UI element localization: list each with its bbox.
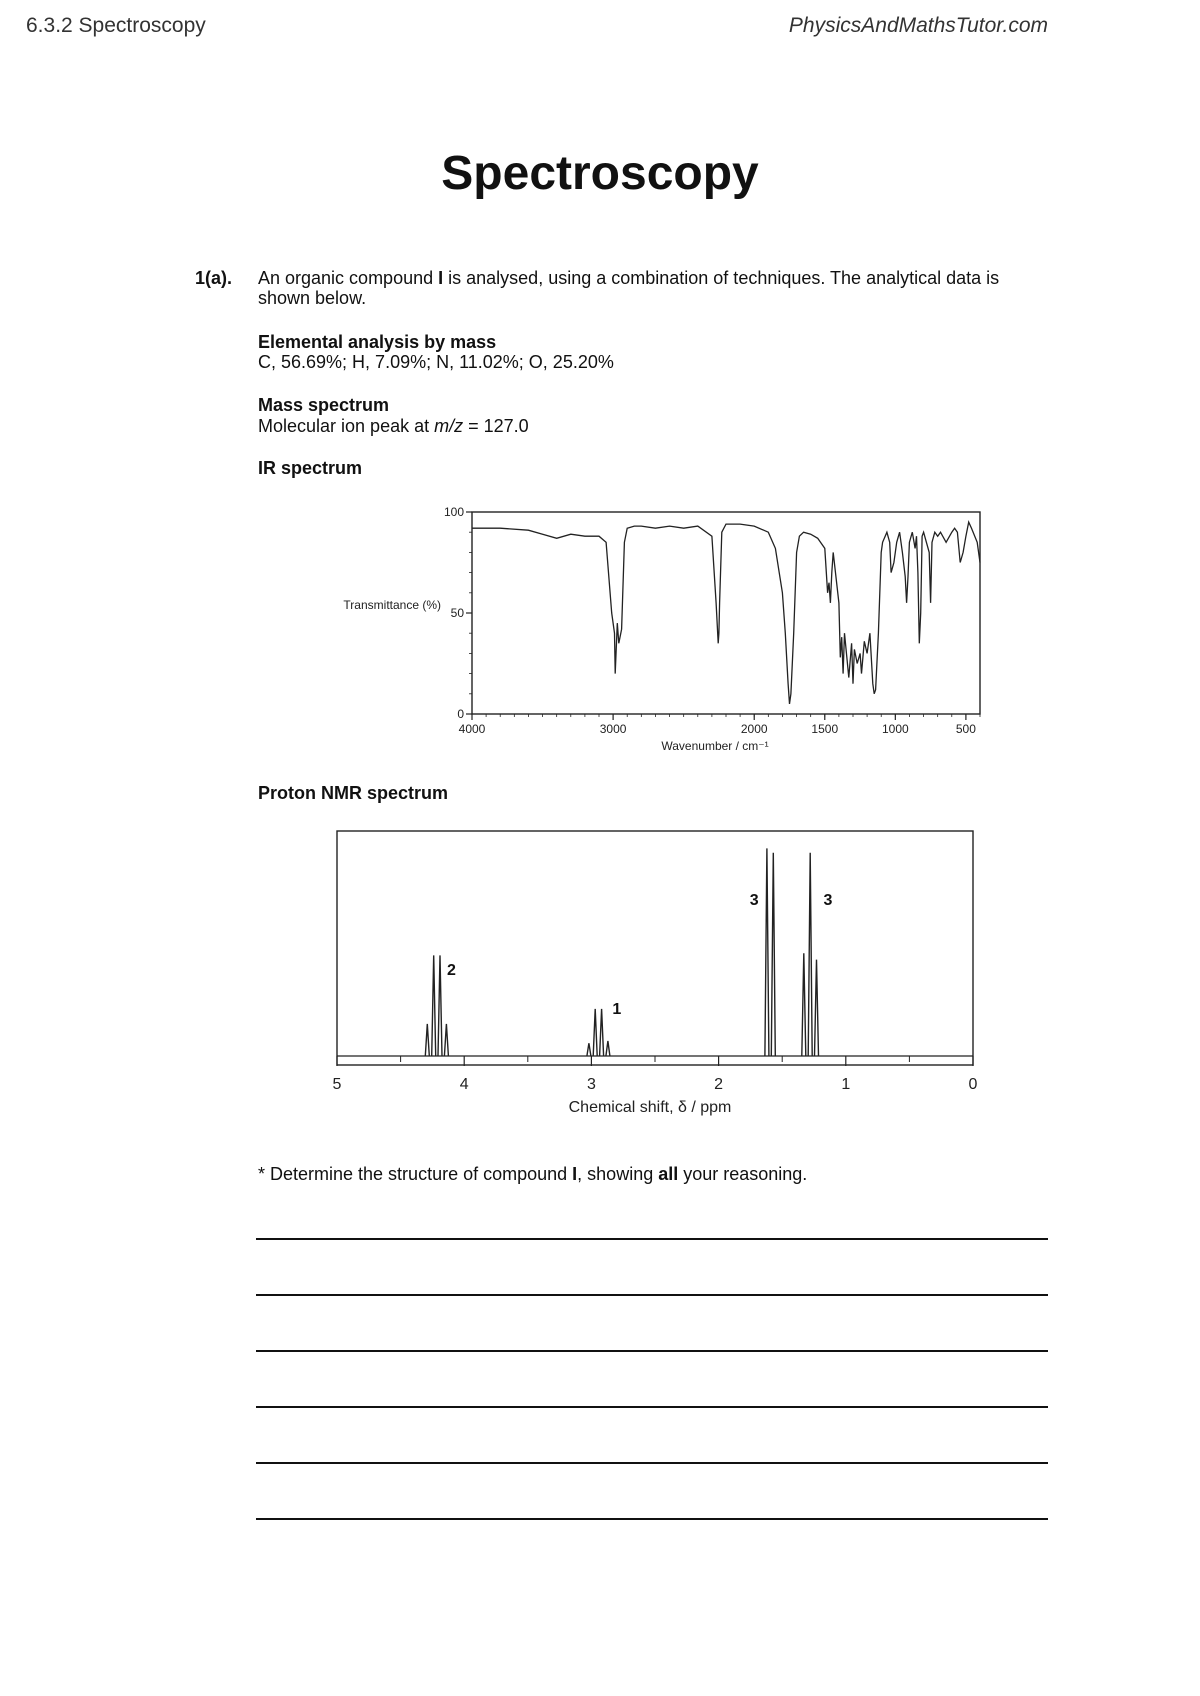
ir-y-tick-label: 100 [443, 505, 464, 519]
answer-line[interactable] [256, 1518, 1048, 1520]
nmr-peak [444, 1024, 448, 1056]
question-intro [258, 268, 1028, 308]
ir-ylabel: Transmittance (%) [343, 598, 441, 612]
answer-line[interactable] [256, 1238, 1048, 1240]
answer-line[interactable] [256, 1350, 1048, 1352]
nmr-x-tick-label: 4 [459, 1076, 469, 1093]
nmr-peak [771, 853, 775, 1056]
nmr-x-tick-label: 3 [586, 1076, 596, 1093]
answer-line[interactable] [256, 1294, 1048, 1296]
nmr-x-tick-label: 2 [714, 1076, 724, 1093]
mass-text [258, 416, 1028, 436]
nmr-integration-label: 3 [823, 892, 833, 909]
nmr-integration-label: 2 [447, 962, 456, 979]
nmr-x-tick-label: 5 [332, 1076, 342, 1093]
mass-text-pre: Molecular ion peak at [258, 416, 435, 436]
elemental-heading: Elemental analysis by mass [258, 332, 497, 352]
prompt-compound: I [572, 1164, 578, 1184]
nmr-integration-label: 3 [749, 892, 759, 909]
page-title: Spectroscopy [441, 147, 759, 200]
intro-text-post: is analysed, using a combination of techniques. The analytical data is shown below. [258, 268, 1000, 308]
nmr-peak [425, 1024, 429, 1056]
ir-x-tick-label: 500 [955, 722, 976, 736]
question-prompt [258, 1164, 1028, 1184]
nmr-integration-label: 1 [612, 1001, 622, 1018]
nmr-peak [606, 1041, 610, 1056]
intro-text-pre: An organic compound [258, 268, 439, 288]
elemental-values: C, 56.69%; H, 7.09%; N, 11.02%; O, 25.20% [258, 352, 614, 372]
ir-x-tick-label: 2000 [740, 722, 768, 736]
nmr-peak [593, 1009, 597, 1056]
ir-x-tick-label: 3000 [599, 722, 627, 736]
ir-spectrum-line [472, 522, 980, 704]
ir-x-tick-label: 1000 [881, 722, 909, 736]
ir-xlabel: Wavenumber / cm⁻¹ [661, 739, 769, 753]
nmr-peak [587, 1043, 591, 1056]
ir-y-tick-label: 0 [457, 707, 464, 721]
ir-heading: IR spectrum [258, 458, 363, 478]
ir-x-tick-label: 1500 [811, 722, 839, 736]
ir-x-tick-label: 4000 [458, 722, 486, 736]
nmr-peak [815, 960, 819, 1056]
nmr-x-tick-label: 0 [968, 1076, 978, 1093]
answer-line[interactable] [256, 1406, 1048, 1408]
mass-text-post: = 127.0 [463, 416, 529, 436]
prompt-text-mid: , showing [577, 1164, 659, 1184]
nmr-xlabel: Chemical shift, δ / ppm [568, 1099, 732, 1116]
header-site: PhysicsAndMathsTutor.com [788, 14, 1048, 37]
prompt-text-pre: * Determine the structure of compound [258, 1164, 573, 1184]
intro-compound: I [438, 268, 444, 288]
nmr-peak [600, 1009, 604, 1056]
ir-y-tick-label: 50 [450, 606, 464, 620]
ir-plot-frame [472, 512, 980, 714]
prompt-all: all [658, 1164, 679, 1184]
nmr-peak [438, 955, 442, 1056]
nmr-x-tick-label: 1 [841, 1076, 851, 1093]
nmr-peak [808, 853, 812, 1056]
nmr-peak [432, 955, 436, 1056]
mass-mz: m/z [434, 416, 464, 436]
prompt-text-end: your reasoning. [678, 1164, 808, 1184]
nmr-heading: Proton NMR spectrum [258, 783, 449, 803]
question-number: 1(a). [195, 268, 233, 288]
nmr-plot-frame [337, 831, 973, 1065]
header-topic: 6.3.2 Spectroscopy [26, 14, 206, 37]
mass-heading: Mass spectrum [258, 395, 390, 415]
nmr-peak [802, 953, 806, 1056]
answer-line[interactable] [256, 1462, 1048, 1464]
nmr-peak [765, 848, 769, 1056]
